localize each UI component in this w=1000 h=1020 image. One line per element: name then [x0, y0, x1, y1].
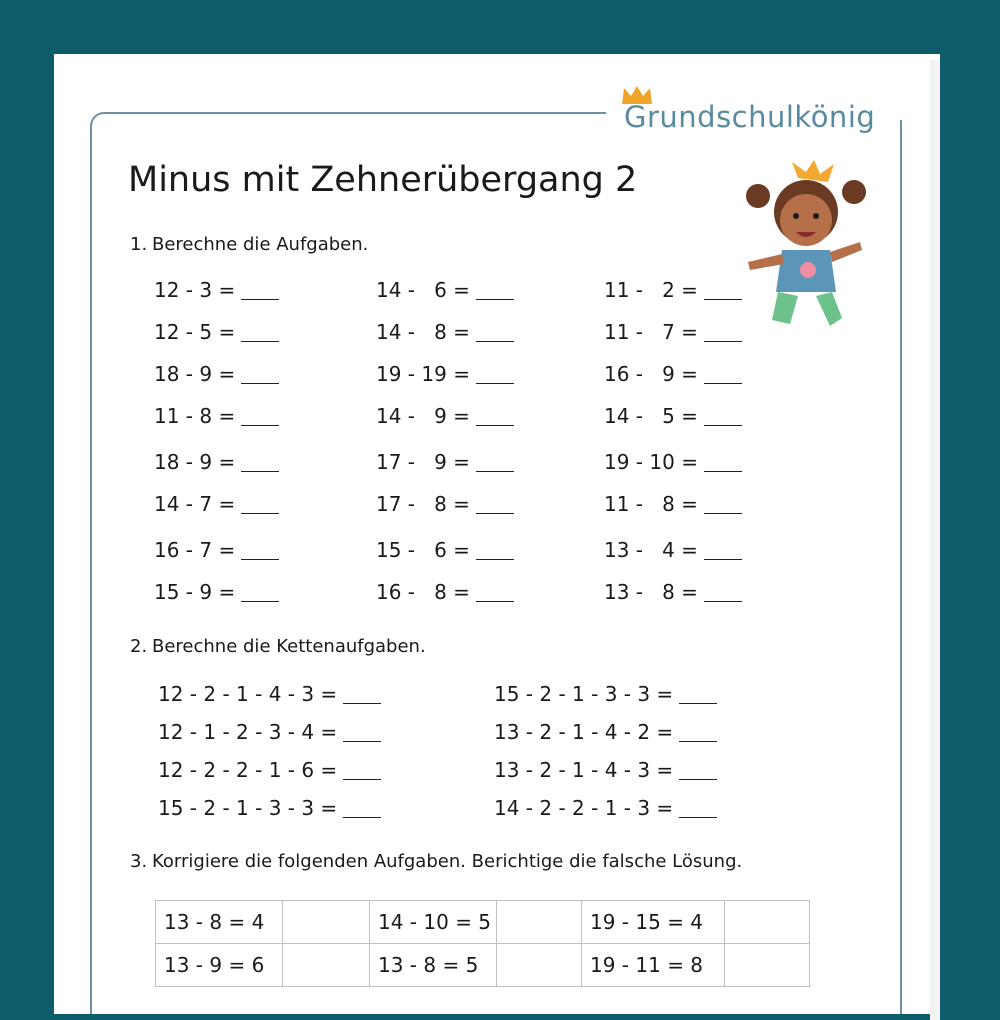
- exercise-row: 19 - 10 =: [604, 450, 742, 474]
- chain-exercise-row: 12 - 2 - 2 - 1 - 6 =: [158, 758, 381, 782]
- exercise-row: 18 - 9 =: [154, 450, 279, 474]
- correction-cell[interactable]: [283, 944, 370, 987]
- task-1-instruction: Berechne die Aufgaben.: [152, 234, 369, 255]
- correction-table: [155, 900, 810, 987]
- table-cell: 13 - 8 = 4: [156, 901, 283, 944]
- exercise-row: 11 - 8 =: [154, 404, 279, 428]
- answer-blank[interactable]: [679, 685, 717, 704]
- table-cell: 19 - 11 = 8: [582, 944, 725, 987]
- chain-exercise-row: 12 - 2 - 1 - 4 - 3 =: [158, 682, 381, 706]
- answer-blank[interactable]: [679, 723, 717, 742]
- exercise-row: 11 - 2 =: [604, 278, 742, 302]
- answer-blank[interactable]: [704, 281, 742, 300]
- exercise-row: 16 - 8 =: [376, 580, 514, 604]
- chain-exercise-row: 15 - 2 - 1 - 3 - 3 =: [494, 682, 717, 706]
- task-3-instruction: Korrigiere die folgenden Aufgaben. Berichtige die falsche Lösung.: [152, 851, 743, 872]
- exercise-row: 13 - 4 =: [604, 538, 742, 562]
- answer-blank[interactable]: [343, 799, 381, 818]
- correction-cell[interactable]: [497, 944, 582, 987]
- chain-exercise-row: 13 - 2 - 1 - 4 - 2 =: [494, 720, 717, 744]
- exercise-row: 14 - 8 =: [376, 320, 514, 344]
- brand-name: Grundschulkönig: [624, 100, 876, 134]
- exercise-row: 15 - 9 =: [154, 580, 279, 604]
- exercise-row: 17 - 9 =: [376, 450, 514, 474]
- answer-blank[interactable]: [704, 407, 742, 426]
- answer-blank[interactable]: [704, 365, 742, 384]
- brand-logo: [620, 84, 910, 144]
- exercise-row: 14 - 7 =: [154, 492, 279, 516]
- chain-exercise-row: 14 - 2 - 2 - 1 - 3 =: [494, 796, 717, 820]
- answer-blank[interactable]: [679, 761, 717, 780]
- answer-blank[interactable]: [704, 495, 742, 514]
- correction-cell[interactable]: [497, 901, 582, 944]
- answer-blank[interactable]: [476, 407, 514, 426]
- answer-blank[interactable]: [241, 323, 279, 342]
- answer-blank[interactable]: [476, 281, 514, 300]
- answer-blank[interactable]: [476, 495, 514, 514]
- exercise-row: 11 - 7 =: [604, 320, 742, 344]
- answer-blank[interactable]: [241, 541, 279, 560]
- exercise-row: 14 - 9 =: [376, 404, 514, 428]
- exercise-row: 16 - 7 =: [154, 538, 279, 562]
- task-1-heading: 1. Berechne die Aufgaben.: [130, 234, 369, 255]
- answer-blank[interactable]: [704, 583, 742, 602]
- table-cell: 19 - 15 = 4: [582, 901, 725, 944]
- answer-blank[interactable]: [476, 453, 514, 472]
- exercise-row: 14 - 6 =: [376, 278, 514, 302]
- answer-blank[interactable]: [704, 541, 742, 560]
- correction-cell[interactable]: [283, 901, 370, 944]
- answer-blank[interactable]: [476, 583, 514, 602]
- exercise-row: 11 - 8 =: [604, 492, 742, 516]
- answer-blank[interactable]: [343, 685, 381, 704]
- chain-exercise-row: 15 - 2 - 1 - 3 - 3 =: [158, 796, 381, 820]
- answer-blank[interactable]: [241, 407, 279, 426]
- exercise-row: 12 - 3 =: [154, 278, 279, 302]
- correction-cell[interactable]: [725, 901, 810, 944]
- table-row: [156, 944, 810, 987]
- answer-blank[interactable]: [476, 365, 514, 384]
- task-3-heading: 3. Korrigiere die folgenden Aufgaben. Berichtige die falsche Lösung.: [130, 851, 743, 872]
- girl-illustration-icon: [742, 158, 866, 330]
- exercise-row: 19 - 19 =: [376, 362, 514, 386]
- answer-blank[interactable]: [476, 541, 514, 560]
- table-cell: 13 - 9 = 6: [156, 944, 283, 987]
- page-title: Minus mit Zehnerübergang 2: [128, 160, 638, 200]
- page-edge: [930, 60, 940, 1020]
- answer-blank[interactable]: [241, 453, 279, 472]
- answer-blank[interactable]: [241, 583, 279, 602]
- table-row: [156, 901, 810, 944]
- exercise-row: 17 - 8 =: [376, 492, 514, 516]
- answer-blank[interactable]: [241, 365, 279, 384]
- answer-blank[interactable]: [704, 453, 742, 472]
- answer-blank[interactable]: [679, 799, 717, 818]
- answer-blank[interactable]: [241, 495, 279, 514]
- task-2-heading: 2. Berechne die Kettenaufgaben.: [130, 636, 426, 657]
- table-cell: 14 - 10 = 5: [370, 901, 497, 944]
- chain-exercise-row: 12 - 1 - 2 - 3 - 4 =: [158, 720, 381, 744]
- exercise-row: 16 - 9 =: [604, 362, 742, 386]
- answer-blank[interactable]: [343, 761, 381, 780]
- exercise-row: 15 - 6 =: [376, 538, 514, 562]
- exercise-row: 12 - 5 =: [154, 320, 279, 344]
- answer-blank[interactable]: [343, 723, 381, 742]
- chain-exercise-row: 13 - 2 - 1 - 4 - 3 =: [494, 758, 717, 782]
- answer-blank[interactable]: [241, 281, 279, 300]
- task-2-instruction: Berechne die Kettenaufgaben.: [152, 636, 426, 657]
- correction-cell[interactable]: [725, 944, 810, 987]
- exercise-row: 14 - 5 =: [604, 404, 742, 428]
- answer-blank[interactable]: [476, 323, 514, 342]
- exercise-row: 13 - 8 =: [604, 580, 742, 604]
- exercise-row: 18 - 9 =: [154, 362, 279, 386]
- answer-blank[interactable]: [704, 323, 742, 342]
- table-cell: 13 - 8 = 5: [370, 944, 497, 987]
